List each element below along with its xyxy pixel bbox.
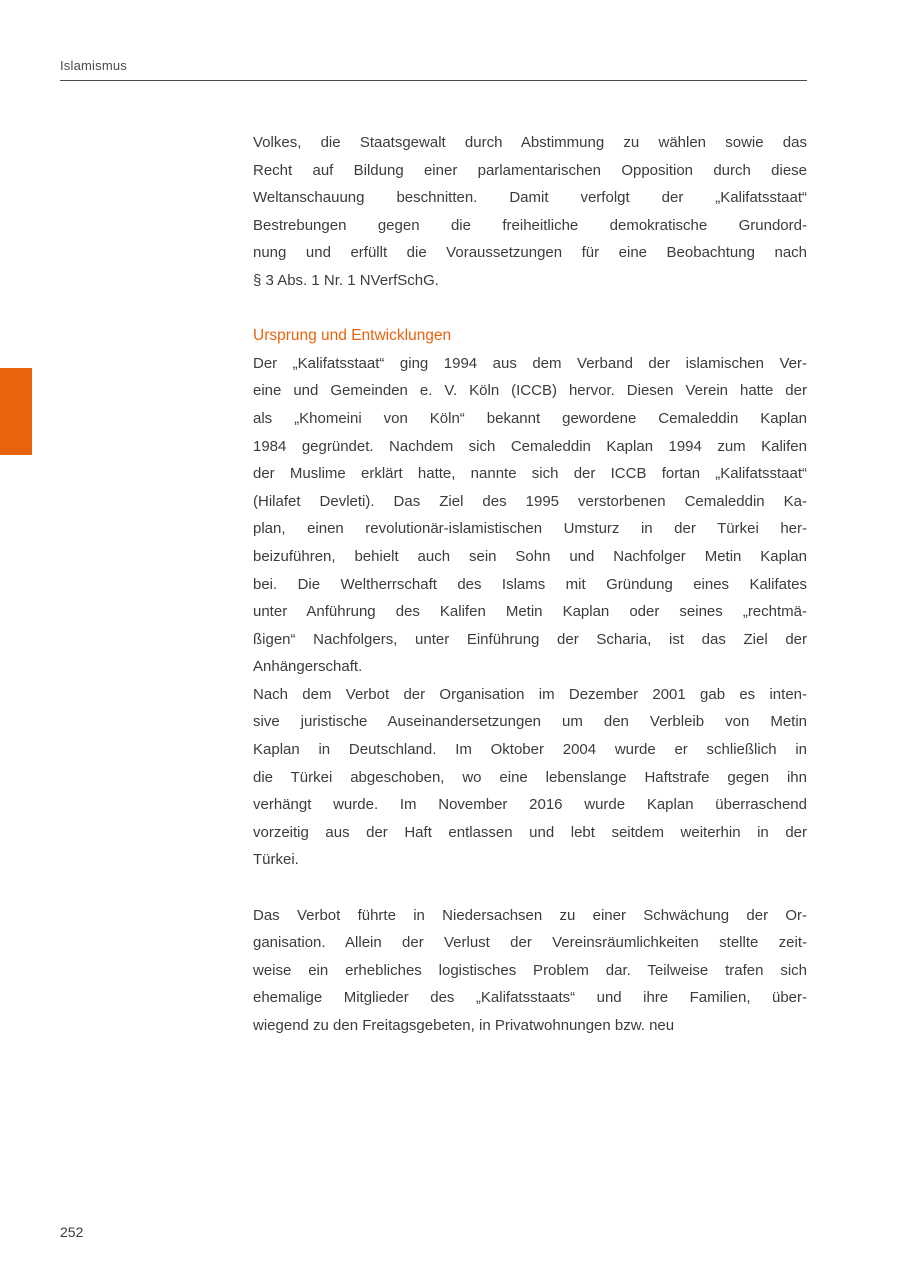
text-line: (Hilafet Devleti). Das Ziel des 1995 verstorbenen Cemaleddin Ka- bbox=[253, 492, 807, 510]
running-header bbox=[60, 58, 127, 73]
text-line: ßigen“ Nachfolgers, unter Einführung der Scharia, ist das Ziel der bbox=[253, 630, 807, 648]
text-line: Bestrebungen gegen die freiheitliche demokratische Grundord- bbox=[253, 216, 807, 234]
paragraph-continuation bbox=[253, 129, 807, 295]
text-line: plan, einen revolutionär-islamistischen Umsturz in der Türkei her- bbox=[253, 520, 807, 538]
text-line: als „Khomeini von Köln“ bekannt gewordene Cemaleddin Kaplan bbox=[253, 409, 807, 427]
text-line: 1984 gegründet. Nachdem sich Cemaleddin Kaplan 1994 zum Kalifen bbox=[253, 437, 807, 455]
text-line: vorzeitig aus der Haft entlassen und lebt seitdem weiterhin in der bbox=[253, 823, 807, 841]
text-line: Anhängerschaft. bbox=[253, 658, 363, 676]
text-line: nung und erfüllt die Voraussetzungen für eine Beobachtung nach bbox=[253, 244, 807, 262]
paragraph-origin bbox=[253, 350, 807, 681]
text-line: Das Verbot führte in Niedersachsen zu einer Schwächung der Or- bbox=[253, 906, 807, 924]
text-line: wiegend zu den Freitagsgebeten, in Privatwohnungen bzw. neu bbox=[253, 1017, 675, 1034]
text-line: Der „Kalifatsstaat“ ging 1994 aus dem Verband der islamischen Ver- bbox=[253, 354, 807, 372]
text-line: bei. Die Weltherrschaft des Islams mit Gründung eines Kalifates bbox=[253, 575, 807, 593]
text-line: ehemalige Mitglieder des „Kalifatsstaats“ und ihre Familien, über- bbox=[253, 989, 807, 1007]
text-line: Türkei. bbox=[253, 851, 299, 869]
text-line: Kaplan in Deutschland. Im Oktober 2004 wurde er schließlich in bbox=[253, 741, 807, 759]
paragraph-effects bbox=[253, 902, 807, 1040]
text-line: weise ein erhebliches logistisches Problem dar. Teilweise trafen sich bbox=[253, 961, 807, 979]
body-text-column bbox=[253, 129, 807, 1040]
text-line: Nach dem Verbot der Organisation im Dezember 2001 gab es inten- bbox=[253, 685, 807, 703]
section-heading: Ursprung und Entwicklungen bbox=[253, 327, 452, 345]
text-line: eine und Gemeinden e. V. Köln (ICCB) hervor. Diesen Verein hatte der bbox=[253, 382, 807, 400]
text-line: ganisation. Allein der Verlust der Vereinsräumlichkeiten stellte zeit- bbox=[253, 934, 807, 952]
text-line: der Muslime erklärt hatte, nannte sich der ICCB fortan „Kalifatsstaat“ bbox=[253, 465, 807, 483]
header-label: Islamismus bbox=[60, 58, 128, 73]
paragraph-ban bbox=[253, 681, 807, 874]
text-line: sive juristische Auseinandersetzungen um den Verbleib von Metin bbox=[253, 713, 807, 731]
text-line: Volkes, die Staatsgewalt durch Abstimmung zu wählen sowie das bbox=[253, 134, 807, 151]
text-line: Weltanschauung beschnitten. Damit verfolgt der „Kalifatsstaat“ bbox=[253, 189, 807, 207]
header-rule bbox=[60, 80, 807, 81]
text-line: Recht auf Bildung einer parlamentarischen Opposition durch diese bbox=[253, 161, 807, 179]
chapter-marker-tab bbox=[0, 368, 32, 455]
text-line: verhängt wurde. Im November 2016 wurde Kaplan überraschend bbox=[253, 796, 807, 814]
text-line: unter Anführung des Kalifen Metin Kaplan oder seines „rechtmä- bbox=[253, 603, 807, 621]
text-line: die Türkei abgeschoben, wo eine lebenslange Haftstrafe gegen ihn bbox=[253, 768, 807, 786]
page-number: 252 bbox=[60, 1224, 84, 1240]
text-line: beizuführen, behielt auch sein Sohn und Nachfolger Metin Kaplan bbox=[253, 547, 807, 565]
text-line: § 3 Abs. 1 Nr. 1 NVerfSchG. bbox=[253, 271, 439, 289]
